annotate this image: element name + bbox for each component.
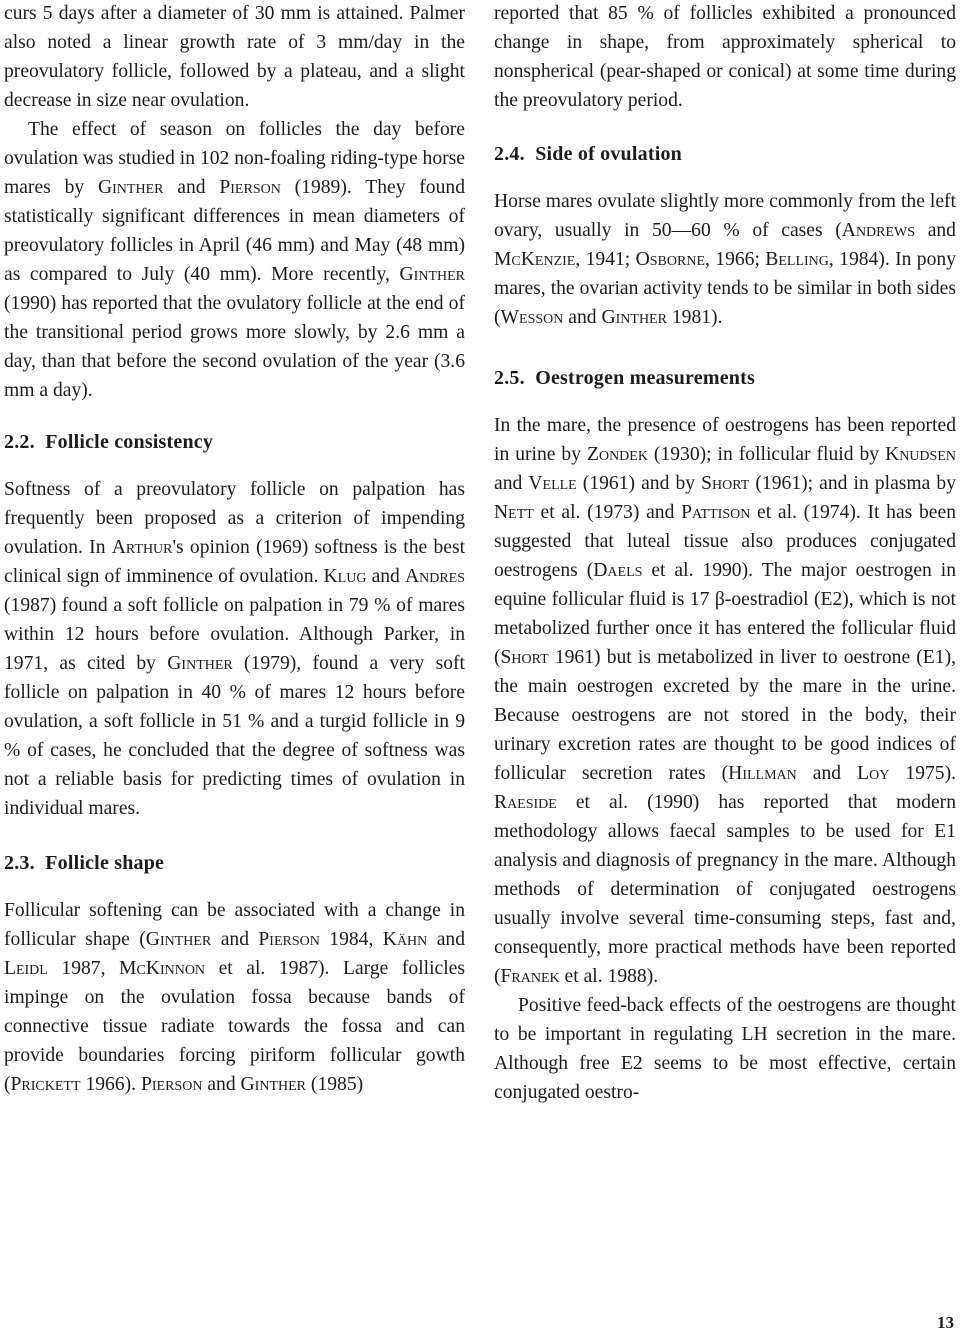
author-name: Pattison bbox=[681, 502, 751, 523]
author-name: Andrews bbox=[841, 220, 916, 241]
author-name: Ginther bbox=[97, 177, 164, 198]
author-name: Franek bbox=[500, 966, 560, 987]
paragraph-follicle-consistency: Softness of a preovulatory follicle on palpation has frequently been proposed as a criterion of impending ovulation. In Arthur's opinion (1969) softness is the best clinical sign of imminence of ovulation. Klug and Andres (1987) found a soft follicle on palpation in 79 % of mares within 12 hours before ovulation. Although Parker, in 1971, as cited by Ginther (1979), found a very soft follicle on palpation in 40 % of mares 12 hours before ovulation, a soft follicle in 51 % and a turgid follicle in 9 % of cases, he concluded that the degree of softness was not a reliable basis for predicting times of ovulation in individual mares. bbox=[4, 479, 466, 819]
section-heading-2-5: 2.5. Oestrogen measurements bbox=[494, 367, 755, 389]
author-name: Arthur bbox=[111, 537, 173, 558]
author-name: Ginther bbox=[145, 929, 212, 950]
author-name: Zondek bbox=[586, 444, 648, 465]
author-name: Ginther bbox=[399, 264, 465, 285]
author-name: Loy bbox=[857, 763, 890, 784]
paragraph-season-effect: The effect of season on follicles the day before ovulation was studied in 102 non-foaling riding-type horse mares by Ginther and Pierson (1989). They found statistically significant differences in mean diameters of preovulatory follicles in April (46 mm) and May (48 mm) as compared to July (40 mm). More recently, Ginther (1990) has reported that the ovulatory follicle at the end of the transitional period grows more slowly, by 2.6 mm a day, than that before the second ovulation of the year (3.6 mm a day). bbox=[4, 119, 465, 401]
section-heading-2-4: 2.4. Side of ovulation bbox=[494, 143, 682, 165]
author-name: Wesson bbox=[500, 307, 564, 328]
author-name: McKinnon bbox=[119, 958, 206, 979]
paragraph-side-of-ovulation: Horse mares ovulate slightly more commonly from the left ovary, usually in 50—60 % of cases (Andrews and McKenzie, 1941; Osborne, 1966; Belling, 1984). In pony mares, the ovarian activity tends to be similar in both sides (Wesson and Ginther 1981). bbox=[494, 191, 956, 328]
paragraph-oestrogen-measurements: In the mare, the presence of oestrogens has been reported in urine by Zondek (1930); in follicular fluid by Knudsen and Velle (1961) and by Short (1961); and in plasma by Nett et al. (1973) and Pattison et al. (1974). It has been suggested that luteal tissue also produces conjugated oestrogens (Daels et al. 1990). The major oestrogen in equine follicular fluid is 17 β-oestradiol (E2), which is not metabolized further once it has entered the follicular fluid (Short 1961) but is metabolized in liver to oestrone (E1), the main oestrogen excreted by the mare in the urine. Because oestrogens are not stored in the body, their urinary excretion rates are thought to be good indices of follicular secretion rates (Hillman and Loy 1975). Raeside et al. (1990) has reported that modern methodology allows faecal samples to be used for E1 analysis and diagnosis of pregnancy in the mare. Although methods of determination of conjugated oestrogens usually involve several time-consuming steps, fast and, consequently, more practical methods have been reported (Franek et al. 1988). bbox=[494, 415, 957, 987]
author-name: Ginther bbox=[601, 307, 667, 328]
right-column bbox=[494, 0, 956, 1107]
author-name: Pierson bbox=[219, 177, 281, 198]
author-name: Osborne bbox=[635, 249, 705, 270]
author-name: Pierson bbox=[258, 929, 320, 950]
author-name: Ginther bbox=[240, 1074, 307, 1095]
author-name: McKenzie bbox=[494, 249, 576, 270]
author-name: Klug bbox=[323, 566, 367, 587]
author-name: Short bbox=[500, 647, 549, 668]
left-column bbox=[4, 0, 465, 1099]
author-name: Leidl bbox=[4, 958, 48, 979]
author-name: Knudsen bbox=[885, 444, 956, 465]
author-name: Raeside bbox=[494, 792, 557, 813]
author-name: Belling bbox=[765, 249, 829, 270]
author-name: Hillman bbox=[728, 763, 797, 784]
paragraph-follicle-shape: Follicular softening can be associated with a change in follicular shape (Ginther and Pierson 1984, Kähn and Leidl 1987, McKinnon et al. 1987). Large follicles impinge on the ovulation fossa because bands of connective tissue radiate towards the fossa and can provide boundaries forcing piriform follicular gowth (Prickett 1966). Pierson and Ginther (1985) bbox=[4, 900, 465, 1095]
author-name: Prickett bbox=[10, 1074, 81, 1095]
paragraph-follicle-growth-continued: curs 5 days after a diameter of 30 mm is attained. Palmer also noted a linear growth rate of 3 mm/day in the preovulatory follicle, followed by a plateau, and a slight decrease in size near ovulation. bbox=[4, 3, 465, 111]
author-name: Nett bbox=[494, 502, 534, 523]
section-heading-2-3: 2.3. Follicle shape bbox=[4, 852, 165, 874]
author-name: Short bbox=[701, 473, 750, 494]
section-heading-2-2: 2.2. Follicle consistency bbox=[4, 431, 214, 453]
author-name: Pierson bbox=[140, 1074, 203, 1095]
author-name: Kähn bbox=[382, 929, 428, 950]
author-name: Daels bbox=[593, 560, 643, 581]
author-name: Velle bbox=[528, 473, 577, 494]
paragraph-follicle-shape-continued: reported that 85 % of follicles exhibited a pronounced change in shape, from approximately spherical to nonspherical (pear-shaped or conical) at some time during the preovulatory period. bbox=[494, 3, 956, 111]
author-name: Andres bbox=[404, 566, 466, 587]
page-number: 13 bbox=[937, 1313, 954, 1332]
paragraph-positive-feedback: Positive feed-back effects of the oestrogens are thought to be important in regulating LH secretion in the mare. Although free E2 seems to be most effective, certain conjugated oestro- bbox=[494, 995, 956, 1103]
author-name: Ginther bbox=[167, 653, 233, 674]
